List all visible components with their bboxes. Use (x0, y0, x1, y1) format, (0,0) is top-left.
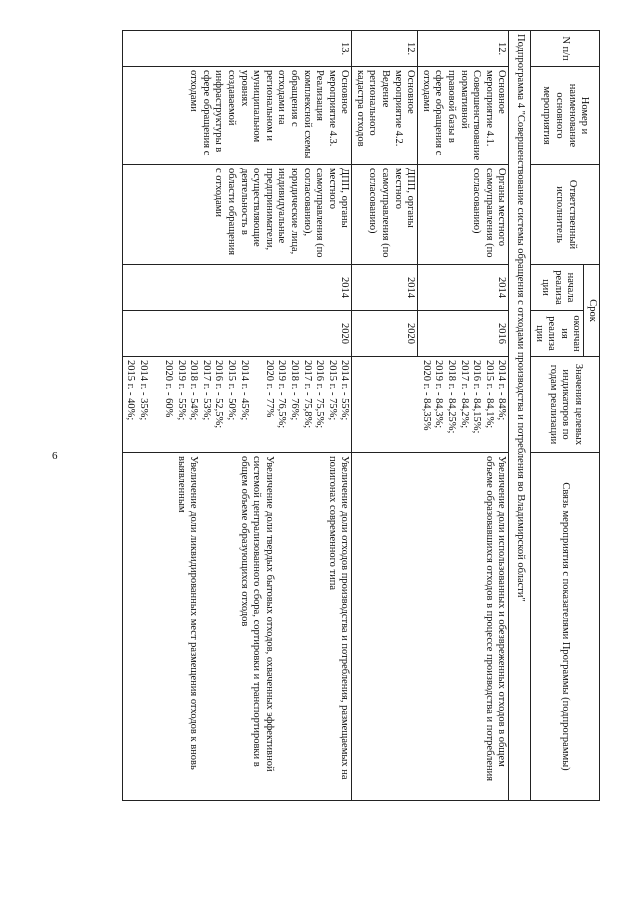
header-start: начала реализации (531, 265, 584, 311)
header-end: окончания реализации (531, 311, 584, 357)
row-end: 2016 (418, 311, 509, 357)
events-table (122, 30, 600, 801)
row-num: 12. (352, 31, 418, 67)
subprogram-title: Подпрограмма 4 "Совершенствование системы обращения с отходами производства и потребления во Владимирской области" (509, 31, 531, 801)
row-event: Основное мероприятие 4.3. Реализация комплексной схемы обращения с отходами на региональном и муниципальном уровнях создаваемой инфраструктуры в сфере обращения с отходами (122, 67, 352, 165)
header-event: Номер и наименование основного мероприятия (531, 67, 600, 165)
row-start: 2014 (352, 265, 418, 311)
row-executor: ДПП, органы местного самоуправления (по согласованию) (352, 165, 418, 265)
row-num: 12. (418, 31, 509, 67)
rotated-table-container (120, 30, 600, 800)
header-num: N п/п (531, 31, 600, 67)
row-end: 2020 (352, 311, 418, 357)
header-executor: Ответственный исполнитель (531, 165, 600, 265)
page-number: 6 (52, 450, 58, 462)
row-targets: 2014 г. - 84%; 2015 г. - 84,1%; 2016 г. - 84,15%; 2017 г. - 84,2%; 2018 г. - 84,25%; 2019 г. - 84,3%; 2020 г. - 84,35% (352, 357, 509, 453)
header-link: Связь мероприятия с показателями Программы (подпрограммы) (531, 453, 600, 801)
row-targets: 2014 г. - 55%; 2015 г. - 75%; 2016 г. - 75,5%; 2017 г. - 75,8%; 2018 г. - 76%; 2019 г. - 76,5%; 2020 г. - 77% 2014 г. - 45%; 2015 г. - 50%; 2016 г. - 52,5%; 2017 г. - 53%; 2018 г. - 54%; 2019 г. - 55%; 2020 г. - 60% 2014 г. - 35%; 2015 г. - 40%; (122, 357, 352, 453)
row-end: 2020 (122, 311, 352, 357)
header-term: Срок (584, 265, 600, 357)
table-row (122, 31, 352, 801)
row-event: Основное мероприятие 4.2. Ведение регионального кадастра отходов (352, 67, 418, 165)
header-row (584, 31, 600, 801)
subprogram-row (509, 31, 531, 801)
row-executor: ДПП, органы местного самоуправления (по согласованию), юридические лица, индивидуальные предприниматели, осуществляющие деятельность в области обращения с отходами (122, 165, 352, 265)
row-start: 2014 (122, 265, 352, 311)
header-targets: Значения целевых индикаторов по годам реализации (531, 357, 600, 453)
row-link: Увеличение доли отходов производства и потребления, размещаемых на полигонах современного типа Увеличение доли твердых бытовых отходов, охваченных эффективной системой централизованного сбора, сортировки и транспортировки в общем объеме образующихся отходов Увеличение доли ликвидированных мест размещения отходов к вновь выявленным (122, 453, 352, 801)
row-link: Увеличение доли использованных и обезвреженных отходов в общем объеме образовавшихся отходов в процессе производства и потребления (352, 453, 509, 801)
row-start: 2014 (418, 265, 509, 311)
row-event: Основное мероприятие 4.1. Совершенствование нормативной правовой базы в сфере обращения с отходами (418, 67, 509, 165)
row-num: 13. (122, 31, 352, 67)
row-executor: Органы местного самоуправления (по согласованию) (418, 165, 509, 265)
table-row (418, 31, 509, 801)
